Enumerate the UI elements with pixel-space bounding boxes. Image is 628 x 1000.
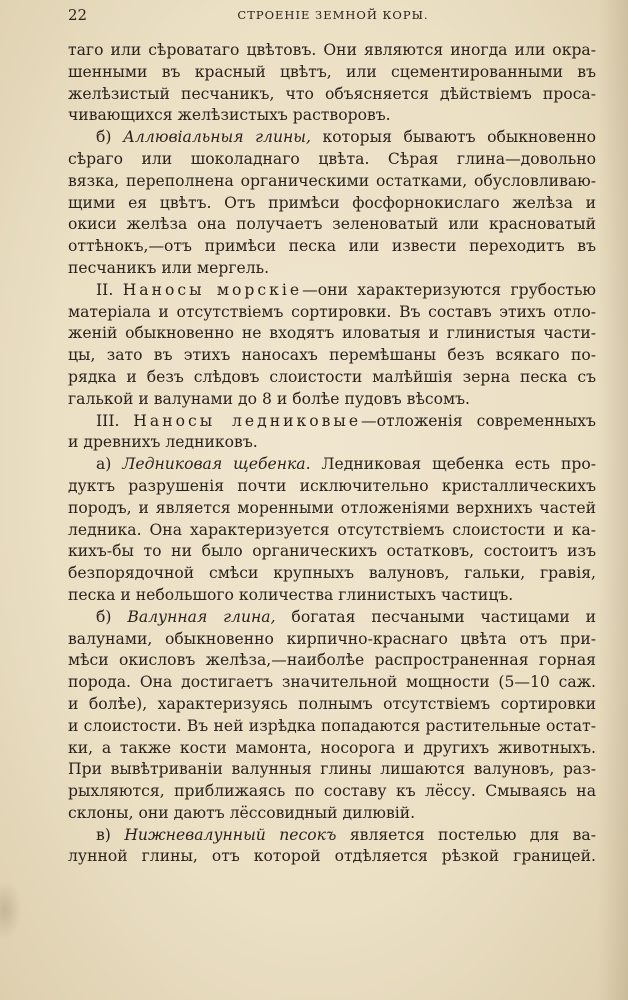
section-title: Наносы ледниковые bbox=[133, 411, 362, 430]
paragraph bbox=[68, 411, 596, 455]
text-line: безпорядочной смѣси крупныхъ валуновъ, гальки, гравія, bbox=[68, 564, 596, 583]
paragraph bbox=[68, 825, 596, 869]
section-number: III. bbox=[96, 411, 134, 430]
text-line: и слоистости. Въ ней изрѣдка попадаются растительные остат- bbox=[68, 716, 596, 735]
page-header bbox=[68, 4, 598, 26]
text-line: сѣраго или шоколаднаго цвѣта. Сѣрая глина—довольно bbox=[68, 149, 596, 168]
text-line: мѣси окисловъ желѣза,—наиболѣе распространенная горная bbox=[68, 651, 596, 670]
page-edge-shadow bbox=[598, 0, 628, 1000]
text-run: богатая песчаными частицами и bbox=[275, 607, 596, 626]
text-line: порода. Она достигаетъ значительной мощности (5—10 саж. bbox=[68, 673, 596, 692]
text-line: валунами, обыкновенно кирпично-краснаго цвѣта отъ при- bbox=[68, 629, 596, 648]
text-line: ки, а также кости мамонта, носорога и другихъ животныхъ. bbox=[68, 738, 596, 757]
text-line: рыхляются, приближаясь по составу къ лёссу. Смываясь на bbox=[68, 782, 596, 801]
text-run: —отложенія современныхъ bbox=[361, 411, 596, 430]
text-line: женій обыкновенно не входятъ иловатыя и глинистыя части- bbox=[68, 324, 596, 343]
text-line: желѣзистый песчаникъ, что объясняется дѣйствіемъ проса- bbox=[68, 84, 596, 103]
text-run: которыя бываютъ обыкновенно bbox=[310, 128, 596, 147]
list-marker: б) bbox=[96, 607, 128, 626]
paragraph bbox=[68, 280, 596, 411]
text-line: и болѣе), характеризуясь полнымъ отсутствіемъ сортировки bbox=[68, 694, 596, 713]
section-number: II. bbox=[96, 280, 123, 299]
list-marker: в) bbox=[96, 825, 125, 844]
text-line: и древнихъ ледниковъ. bbox=[68, 433, 258, 452]
text-line bbox=[68, 127, 596, 149]
text-line: окиси желѣза она получаетъ зеленоватый или красноватый bbox=[68, 215, 596, 234]
text-line: дуктъ разрушенія почти исключительно кристаллическихъ bbox=[68, 476, 596, 495]
list-marker: а) bbox=[96, 455, 123, 474]
paragraph bbox=[68, 40, 596, 127]
text-line: чивающихся желѣзистыхъ растворовъ. bbox=[68, 106, 391, 125]
paper-stain bbox=[0, 880, 22, 940]
text-line: кихъ-бы то ни было органическихъ остатковъ, состоитъ изъ bbox=[68, 542, 596, 561]
text-line: лунной глины, отъ которой отдѣляется рѣзкой границей. bbox=[68, 847, 596, 866]
paragraph bbox=[68, 127, 596, 280]
text-line: щими ея цвѣтъ. Отъ примѣси фосфорнокислаго желѣза и bbox=[68, 193, 596, 212]
text-line: матеріала и отсутствіемъ сортировки. Въ составъ этихъ отло- bbox=[68, 302, 596, 321]
term: Нижневалунный песокъ bbox=[124, 825, 337, 844]
term: Ледниковая щебенка. bbox=[122, 455, 311, 474]
text-line: цы, зато въ этихъ наносахъ перемѣшаны безъ всякаго по- bbox=[68, 346, 596, 365]
term: Аллювіальныя глины, bbox=[123, 128, 311, 147]
text-line: оттѣнокъ,—отъ примѣси песка или извести переходитъ въ bbox=[68, 237, 596, 256]
term: Валунная глина, bbox=[127, 607, 276, 626]
text-line: При вывѣтриваніи валунныя глины лишаются валуновъ, раз- bbox=[68, 760, 596, 779]
text-line: шенными въ красный цвѣтъ, или сцементированными въ bbox=[68, 62, 596, 81]
section-title: Наносы морскіе bbox=[122, 280, 303, 299]
text-line: породъ, и является моренными отложеніями верхнихъ частей bbox=[68, 498, 596, 517]
text-line: галькой и валунами до 8 и болѣе пудовъ вѣсомъ. bbox=[68, 389, 470, 408]
paragraph bbox=[68, 607, 596, 825]
text-line: рядка и безъ слѣдовъ слоистости малѣйшія зерна песка съ bbox=[68, 367, 596, 386]
page-number: 22 bbox=[68, 6, 88, 24]
list-marker: б) bbox=[96, 128, 124, 147]
running-head: СТРОЕНІЕ ЗЕМНОЙ КОРЫ. bbox=[237, 8, 429, 22]
text-line: таго или сѣроватаго цвѣтовъ. Они являются иногда или окра- bbox=[68, 41, 596, 59]
body-text bbox=[68, 40, 596, 868]
text-line: склоны, они даютъ лёссовидный дилювій. bbox=[68, 803, 416, 822]
text-line bbox=[68, 280, 596, 302]
text-line bbox=[68, 607, 596, 629]
text-run: —они характеризуются грубостью bbox=[302, 280, 597, 299]
text-run: Ледниковая щебенка есть про- bbox=[310, 455, 596, 474]
text-line bbox=[68, 825, 596, 847]
text-line: ледника. Она характеризуется отсутствіемъ слоистости и ка- bbox=[68, 520, 596, 539]
text-line bbox=[68, 411, 596, 433]
paragraph bbox=[68, 454, 596, 607]
text-line: песчаникъ или мергель. bbox=[68, 258, 270, 277]
text-line: песка и небольшого количества глинистыхъ частицъ. bbox=[68, 585, 514, 604]
text-line bbox=[68, 454, 596, 476]
text-line: вязка, переполнена органическими остатками, обусловливаю- bbox=[68, 171, 596, 190]
text-run: является постелью для ва- bbox=[336, 825, 596, 844]
